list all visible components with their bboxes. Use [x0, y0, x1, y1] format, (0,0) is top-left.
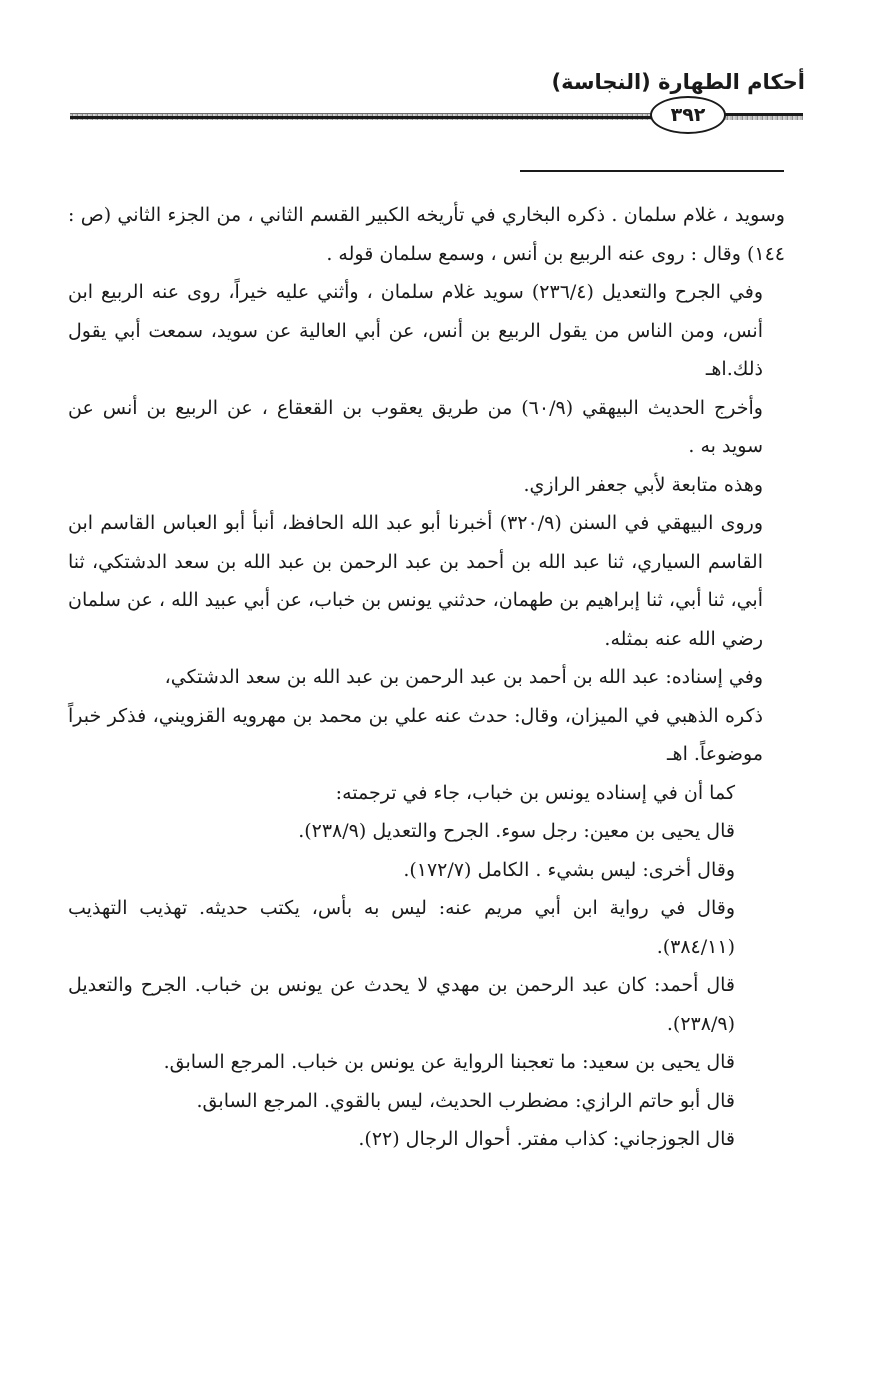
paragraph: قال يحيى بن سعيد: ما تعجبنا الرواية عن يونس بن خباب. المرجع السابق.: [163, 1051, 735, 1073]
page-number: ٣٩٢: [670, 104, 706, 126]
paragraph: قال أبو حاتم الرازي: مضطرب الحديث، ليس بالقوي. المرجع السابق.: [196, 1089, 735, 1112]
header-rule-right: [720, 113, 803, 116]
paragraph: وقال في رواية ابن أبي مريم عنه: ليس به بأس، يكتب حديثه. تهذيب التهذيب (٣٨٤/١١).: [68, 897, 735, 958]
header-rule-left: [70, 116, 652, 119]
paragraph: وفي الجرح والتعديل (٢٣٦/٤) سويد غلام سلمان ، وأثني عليه خيراً، روى عنه الربيع ابن أنس، ومن الناس من يقول الربيع بن أنس، عن أبي العالية عن سويد، سمعت أبي يقول ذلك.اهـ: [68, 281, 763, 380]
paragraph: وهذه متابعة لأبي جعفر الرازي.: [523, 473, 763, 496]
paragraph: قال الجوزجاني: كذاب مفتر. أحوال الرجال (٢٢).: [358, 1128, 735, 1150]
paragraph: وقال أخرى: ليس بشيء . الكامل (١٧٢/٧).: [403, 858, 735, 881]
paragraph: كما أن في إسناده يونس بن خباب، جاء في ترجمته:: [335, 781, 735, 804]
running-title: أحكام الطهارة (النجاسة): [551, 70, 805, 94]
paragraph: وأخرج الحديث البيهقي (٦٠/٩) من طريق يعقوب بن القعقاع ، عن الربيع بن أنس عن سويد به .: [68, 396, 763, 457]
footnote-separator: [520, 170, 784, 172]
paragraph: قال يحيى بن معين: رجل سوء. الجرح والتعديل (٢٣٨/٩).: [298, 820, 735, 842]
paragraph: وسويد ، غلام سلمان . ذكره البخاري في تأريخه الكبير القسم الثاني ، من الجزء الثاني (ص : ١٤٤) وقال : روى عنه الربيع بن أنس ، وسمع سلمان قوله .: [68, 204, 785, 265]
paragraph: قال أحمد: كان عبد الرحمن بن مهدي لا يحدث عن يونس بن خباب. الجرح والتعديل (٢٣٨/٩).: [68, 974, 735, 1035]
paragraph: وفي إسناده: عبد الله بن أحمد بن عبد الرحمن بن عبد الله بن سعد الدشتكي،: [164, 666, 763, 688]
paragraph: ذكره الذهبي في الميزان، وقال: حدث عنه علي بن محمد بن مهرويه القزويني، فذكر خبراً موضوعاً. اهـ: [68, 704, 763, 765]
page-number-badge: [650, 96, 726, 134]
paragraph: وروى البيهقي في السنن (٣٢٠/٩) أخبرنا أبو عبد الله الحافظ، أنبأ أبو العباس القاسم ابن القاسم السياري، ثنا عبد الله بن أحمد بن عبد الرحمن بن عبد الله بن سعد الدشتكي، ثنا أبي، ثنا أبي، ثنا إبراهيم بن طهمان، حدثني يونس بن خباب، عن أبي عبيد الله ، عن سلمان رضي الله عنه بمثله.: [68, 512, 764, 650]
footnote-body: [68, 196, 785, 1159]
